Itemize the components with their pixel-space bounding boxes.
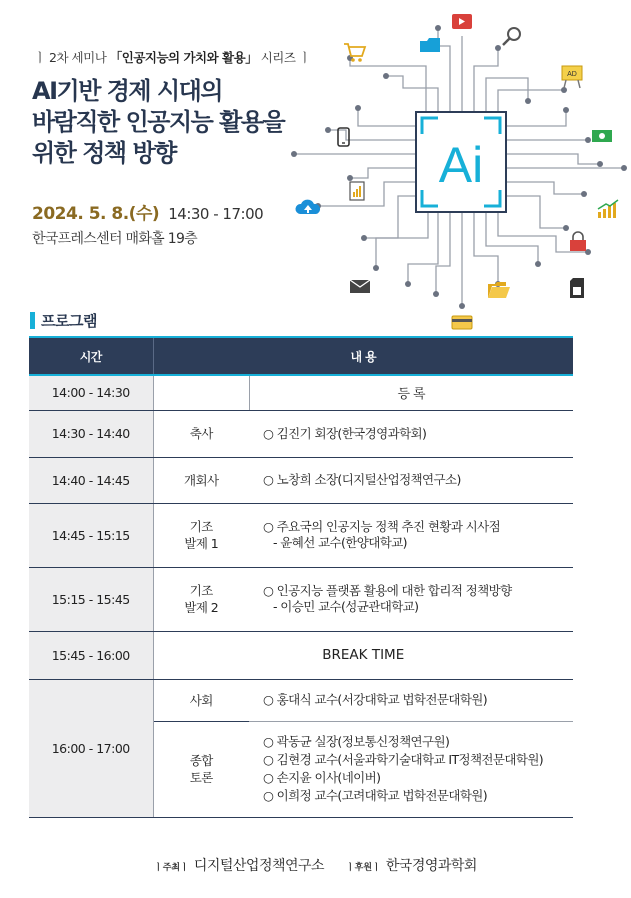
row-detail: ○ 주요국의 인공지능 정책 추진 현황과 시사점 - 윤혜선 교수(한양대학교): [249, 503, 573, 567]
row-type: 개회사: [153, 457, 249, 503]
mail-icon: [350, 280, 370, 293]
credit-card-icon: [452, 316, 472, 329]
row-time: 15:45 - 16:00: [29, 631, 153, 679]
table-row-panel-moderator: [29, 679, 573, 721]
row-time: 16:00 - 17:00: [29, 679, 153, 817]
phone-icon: [338, 128, 349, 146]
ad-board-icon: [562, 66, 582, 88]
row-type: 종합 토론: [153, 721, 249, 817]
seminar-title: [32, 76, 284, 169]
svg-text:Ai: Ai: [438, 137, 484, 193]
row-label: 등 록: [249, 375, 573, 410]
row-time: 14:30 - 14:40: [29, 410, 153, 457]
growth-chart-icon: [598, 200, 618, 218]
folder-icon: [420, 38, 440, 52]
table-row-registration: [29, 375, 573, 410]
lock-icon: [570, 232, 586, 251]
table-row-opening: [29, 457, 573, 503]
row-detail: ○ 홍대식 교수(서강대학교 법학전문대학원): [249, 679, 573, 721]
table-row-congrats: [29, 410, 573, 457]
row-time: 14:45 - 15:15: [29, 503, 153, 567]
row-detail: ○ 인공지능 플랫폼 활용에 대한 합리적 정책방향 - 이승민 교수(성균관대학교): [249, 567, 573, 631]
row-time: 14:40 - 14:45: [29, 457, 153, 503]
table-row-keynote-2: [29, 567, 573, 631]
row-label: BREAK TIME: [153, 631, 573, 679]
host-name: 디지털산업정책연구소: [193, 858, 325, 874]
sponsor-name: 한국경영과학회: [385, 858, 477, 874]
money-icon: [592, 130, 612, 142]
host-tag: ㅣ주최ㅣ: [154, 863, 189, 873]
heading-accent-bar: [30, 312, 35, 329]
program-table: [29, 336, 573, 818]
title-line-1: AI기반 경제 시대의: [32, 77, 223, 105]
sd-card-icon: [570, 278, 584, 298]
date-time: [32, 199, 263, 224]
sponsor-tag: ㅣ후원ㅣ: [345, 863, 381, 873]
row-time: 14:00 - 14:30: [29, 375, 153, 410]
header-time: 시간: [29, 337, 153, 375]
seminar-date: 2024. 5. 8.(수): [32, 204, 160, 224]
series-label: ㅣ 2차 세미나 「인공지능의 가치와 활용」 시리즈 ㅣ: [34, 50, 311, 65]
magnifier-icon: [503, 28, 520, 45]
row-type: 사회: [153, 679, 249, 721]
open-folder-icon: [488, 282, 510, 298]
venue: 한국프레스센터 매화홀 19층: [32, 231, 197, 247]
row-type: 기조 발제 1: [153, 503, 249, 567]
cloud-upload-icon: [295, 200, 320, 214]
program-heading: 프로그램: [30, 310, 97, 331]
row-type: 축사: [153, 410, 249, 457]
row-detail: ○ 곽동균 실장(정보통신정책연구원) ○ 김현경 교수(서울과학기술대학교 IT정책전문대학원) ○ 손지윤 이사(네이버) ○ 이희정 교수(고려대학교 법학전문대학원): [249, 721, 573, 817]
row-detail: ○ 김진기 회장(한국경영과학회): [249, 410, 573, 457]
title-line-3: 위한 정책 방향: [32, 139, 176, 167]
table-row-break: [29, 631, 573, 679]
cart-icon: [344, 44, 365, 62]
header-content: 내 용: [153, 337, 573, 375]
video-icon: [452, 14, 472, 29]
svg-text:AD: AD: [567, 71, 577, 78]
row-time: 15:15 - 15:45: [29, 567, 153, 631]
row-type: 기조 발제 2: [153, 567, 249, 631]
row-detail: ○ 노창희 소장(디지털산업정책연구소): [249, 457, 573, 503]
seminar-time: 14:30 - 17:00: [168, 205, 264, 223]
organizers-footer: [0, 855, 631, 875]
title-line-2: 바람직한 인공지능 활용을: [32, 108, 285, 136]
chart-doc-icon: [350, 182, 364, 200]
row-type-empty: [153, 375, 249, 410]
ai-chip: [416, 112, 506, 212]
ai-circuit-illustration: [288, 6, 631, 336]
table-row-keynote-1: [29, 503, 573, 567]
table-header-row: [29, 337, 573, 375]
